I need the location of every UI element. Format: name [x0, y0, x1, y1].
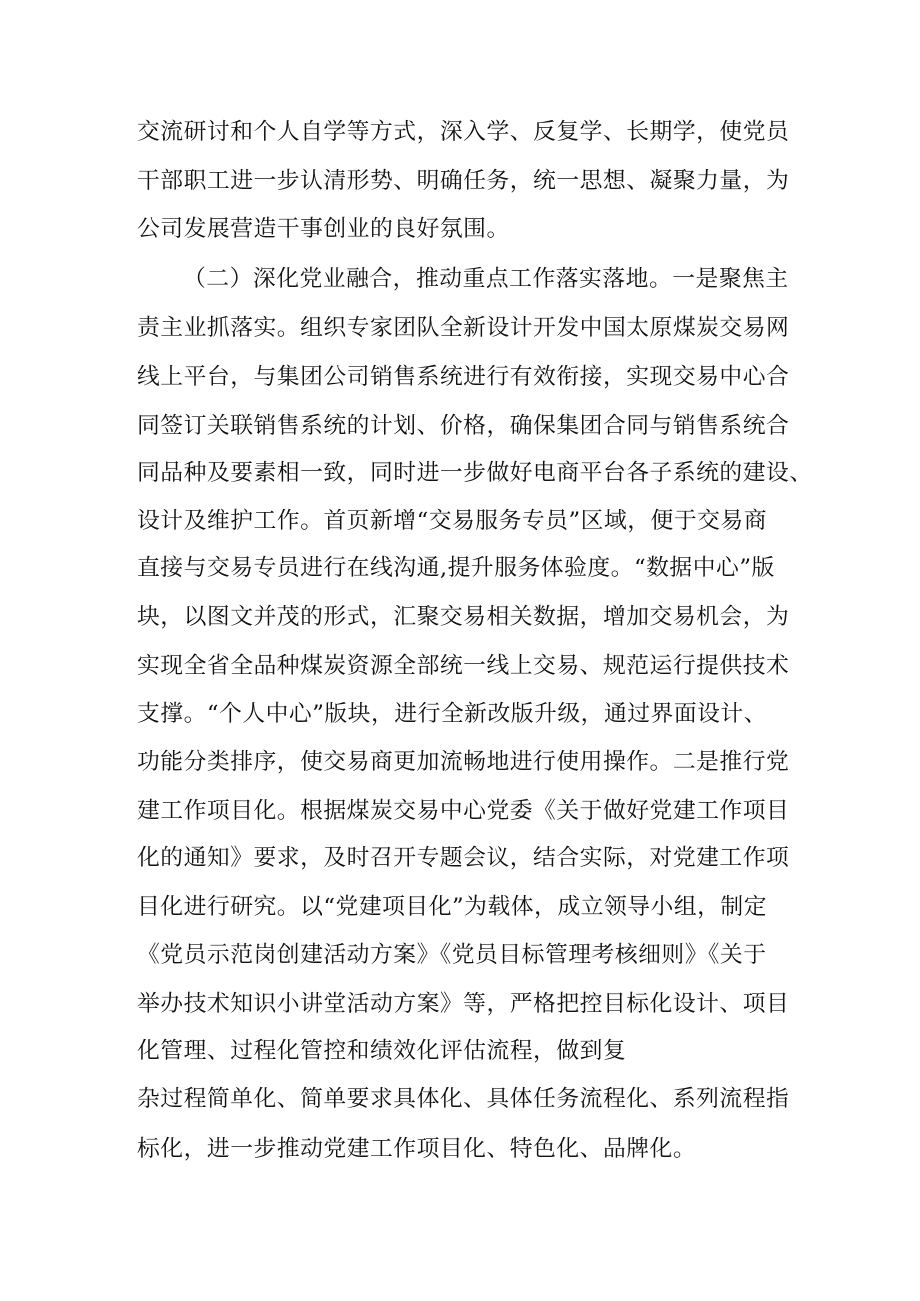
text-line: 交流研讨和个人自学等方式，深入学、反复学、长期学，使党员	[137, 119, 790, 145]
text-line: 直接与交易专员进行在线沟通,提升服务体验度。“数据中心”版	[137, 555, 775, 581]
text-line: 干部职工进一步认清形势、明确任务，统一思想、凝聚力量，为	[137, 168, 790, 194]
text-line: 化管理、过程化管控和绩效化评估流程，做到复	[137, 1038, 627, 1064]
text-line: 功能分类排序，使交易商更加流畅地进行使用操作。二是推行党	[137, 749, 790, 775]
text-line: 杂过程简单化、简单要求具体化、具体任务流程化、系列流程指	[137, 1086, 790, 1112]
section-heading-line: （二）深化党业融合，推动重点工作落实落地。一是聚焦主	[183, 266, 789, 292]
text-line: 块，以图文并茂的形式，汇聚交易相关数据，增加交易机会，为	[137, 604, 790, 630]
text-line: 目化进行研究。以“党建项目化”为载体，成立领导小组，制定	[137, 894, 768, 920]
text-line: 举办技术知识小讲堂活动方案》等，严格把控目标化设计、项目	[137, 991, 790, 1017]
text-line: 线上平台，与集团公司销售系统进行有效衔接，实现交易中心合	[137, 364, 790, 390]
text-line: 同签订关联销售系统的计划、价格，确保集团合同与销售系统合	[137, 413, 790, 439]
text-line: 设计及维护工作。首页新增“交易服务专员”区域，便于交易商	[137, 508, 768, 534]
text-line: 建工作项目化。根据煤炭交易中心党委《关于做好党建工作项目	[137, 798, 790, 824]
text-line: 实现全省全品种煤炭资源全部统一线上交易、规范运行提供技术	[137, 653, 790, 679]
text-line: 标化，进一步推动党建工作项目化、特色化、品牌化。	[137, 1136, 697, 1162]
text-line: 同品种及要素相一致，同时进一步做好电商平台各子系统的建设、	[137, 460, 813, 486]
text-line: 责主业抓落实。组织专家团队全新设计开发中国太原煤炭交易网	[137, 315, 790, 341]
text-line: 《党员示范岗创建活动方案》《党员目标管理考核细则》《关于	[137, 942, 767, 968]
text-line: 支撑。“个人中心”版块，进行全新改版升级，通过界面设计、	[137, 701, 768, 727]
text-line: 化的通知》要求，及时召开专题会议，结合实际，对党建工作项	[137, 845, 790, 871]
text-line: 公司发展营造干事创业的良好氛围。	[137, 216, 510, 242]
